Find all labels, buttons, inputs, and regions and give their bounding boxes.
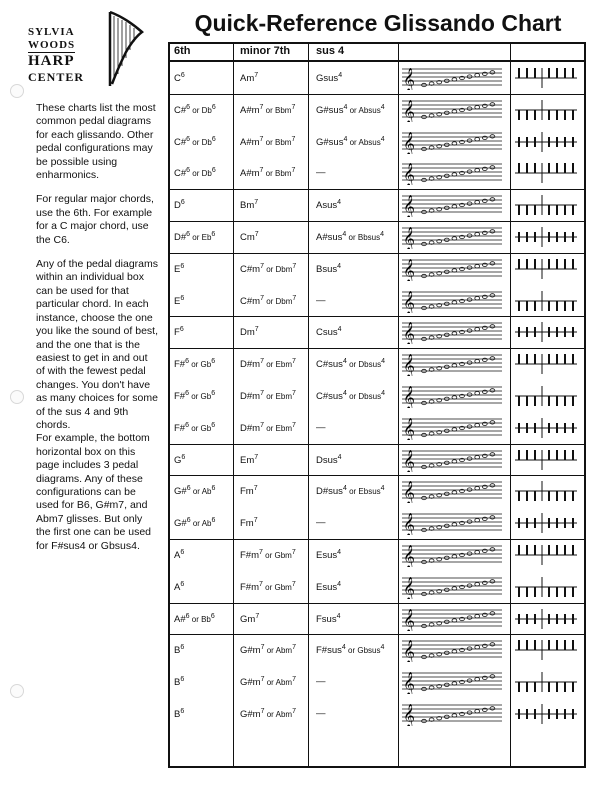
pedal-diagram-icon: [515, 66, 577, 90]
minor7-chord: $G\#m^7$ or Abm$^7$: [240, 676, 296, 689]
svg-text:𝄞: 𝄞: [403, 482, 415, 504]
sus4-chord: G#sus$^4$ or Absus$^4$: [316, 135, 385, 148]
sixth-chord: F#$^6$ or Gb$^6$: [174, 421, 216, 434]
staff-notation-icon: [402, 511, 502, 535]
note-paragraph: Any of the pedal diagrams within an individual box can be used for that particular chord. In each instance, choose the one you like the sound of best, and the one that is the easiest to get in and out of with the fewest pedal changes. You don't have as many choices for some of the sus 4 and 9th chords.: [36, 258, 158, 431]
logo: [28, 8, 146, 88]
minor7-chord: Em$^7$: [240, 453, 259, 466]
note-paragraph: For example, the bottom horizontal box on this page includes 3 pedal diagrams. Any of these configurations can be used for B6, G#m7, and Abm7 glisses. But only the first one can be used for F#sus4 or Gbsus4.: [36, 432, 151, 552]
column-divider: [233, 44, 234, 766]
logo-line: SYLVIA: [28, 26, 75, 38]
sixth-chord: A#$^6$ or Bb$^6$: [174, 612, 215, 625]
svg-text:𝄞: 𝄞: [403, 164, 415, 186]
glissando-chart: [168, 42, 586, 768]
header-sixth: 6th: [174, 45, 191, 57]
sixth-chord: $B^6$: [174, 708, 185, 721]
sixth-chord: $D^6$: [174, 199, 185, 212]
sus4-chord: —: [316, 708, 326, 719]
sixth-chord: $B^6$: [174, 676, 185, 689]
staff-notation-icon: [402, 320, 502, 344]
svg-text:𝄞: 𝄞: [403, 355, 415, 377]
pedal-diagram-icon: [515, 670, 577, 694]
sixth-chord: G#$^6$ or Ab$^6$: [174, 485, 216, 498]
binder-hole: [10, 84, 24, 98]
svg-text:𝄞: 𝄞: [403, 228, 415, 249]
header-minor7: minor 7th: [240, 45, 291, 57]
staff-notation-icon: [402, 130, 502, 154]
sixth-chord: $A^6$: [174, 549, 185, 562]
staff-notation-icon: [402, 225, 502, 249]
header-divider: [170, 60, 584, 62]
pedal-diagram-icon: [515, 193, 577, 217]
sixth-chord: $C^6$: [174, 72, 185, 85]
svg-text:𝄞: 𝄞: [403, 291, 415, 313]
pedal-diagram-icon: [515, 289, 577, 313]
sus4-chord: Csus$^4$: [316, 326, 342, 339]
sus4-chord: Gsus$^4$: [316, 72, 343, 85]
staff-notation-icon: [402, 448, 502, 472]
svg-text:𝄞: 𝄞: [403, 450, 415, 472]
sus4-chord: —: [316, 517, 326, 529]
pedal-diagram-icon: [515, 702, 577, 726]
pedal-diagram-icon: [515, 479, 577, 503]
minor7-chord: Fm$^7$: [240, 485, 258, 498]
svg-text:𝄞: 𝄞: [403, 546, 415, 567]
pedal-diagram-icon: [515, 320, 577, 344]
pedal-diagram-icon: [515, 511, 577, 535]
minor7-chord: $A\#m^7$ or Bbm$^7$: [240, 167, 296, 180]
header-sus4: sus 4: [316, 45, 345, 57]
sus4-chord: F#sus$^4$ or Gbsus$^4$: [316, 644, 385, 657]
sixth-chord: C#$^6$ or Db$^6$: [174, 167, 216, 180]
svg-text:𝄞: 𝄞: [403, 132, 415, 154]
staff-notation-icon: [402, 257, 502, 281]
svg-text:𝄞: 𝄞: [403, 387, 415, 408]
binder-hole: [10, 390, 24, 404]
sus4-chord: A#sus$^4$ or Bbsus$^4$: [316, 231, 385, 244]
minor7-chord: $G\#m^7$ or Abm$^7$: [240, 644, 296, 657]
staff-notation-icon: [402, 479, 502, 503]
pedal-diagram-icon: [515, 257, 577, 281]
staff-notation-icon: [402, 575, 502, 599]
sus4-chord: G#sus$^4$ or Absus$^4$: [316, 103, 385, 116]
svg-text:𝄞: 𝄞: [403, 673, 415, 695]
svg-text:𝄞: 𝄞: [403, 609, 415, 631]
minor7-chord: Am$^7$: [240, 72, 259, 85]
sixth-chord: $A^6$: [174, 580, 185, 593]
pedal-diagram-icon: [515, 607, 577, 631]
svg-text:𝄞: 𝄞: [403, 514, 415, 536]
pedal-diagram-icon: [515, 161, 577, 185]
sixth-chord: F#$^6$ or Gb$^6$: [174, 358, 216, 371]
pedal-diagram-icon: [515, 352, 577, 376]
staff-notation-icon: [402, 670, 502, 694]
svg-text:𝄞: 𝄞: [403, 418, 415, 440]
svg-text:𝄞: 𝄞: [403, 705, 415, 726]
svg-text:𝄞: 𝄞: [403, 100, 415, 122]
sus4-chord: C#sus$^4$ or Dbsus$^4$: [316, 390, 385, 403]
minor7-chord: $G\#m^7$ or Abm$^7$: [240, 708, 296, 721]
sus4-chord: —: [316, 294, 326, 306]
sus4-chord: D#sus$^4$ or Ebsus$^4$: [316, 485, 385, 498]
sus4-chord: Bsus$^4$: [316, 262, 342, 275]
svg-text:𝄞: 𝄞: [403, 641, 415, 663]
column-divider: [510, 44, 511, 766]
sixth-chord: C#$^6$ or Db$^6$: [174, 103, 216, 116]
staff-notation-icon: [402, 289, 502, 313]
sixth-chord: C#$^6$ or Db$^6$: [174, 135, 216, 148]
sus4-chord: Asus$^4$: [316, 199, 342, 212]
binder-hole: [10, 684, 24, 698]
sixth-chord: $E^6$: [174, 294, 185, 307]
harp-icon: [106, 8, 146, 88]
minor7-chord: Bm$^7$: [240, 199, 259, 212]
sus4-chord: Dsus$^4$: [316, 453, 342, 466]
minor7-chord: $D\#m^7$ or Ebm$^7$: [240, 390, 296, 403]
minor7-chord: Gm$^7$: [240, 612, 260, 625]
minor7-chord: Fm$^7$: [240, 517, 258, 530]
column-divider: [398, 44, 399, 766]
staff-notation-icon: [402, 193, 502, 217]
staff-notation-icon: [402, 607, 502, 631]
note-paragraph: For regular major chords, use the 6th. For example for a C major chord, use the C6.: [36, 193, 154, 246]
logo-line: WOODS: [28, 39, 76, 51]
minor7-chord: $D\#m^7$ or Ebm$^7$: [240, 358, 296, 371]
note-paragraph: These charts list the most common pedal diagrams for each glissando. Other pedal configurations may be possible using enharmonics.: [36, 102, 156, 182]
minor7-chord: $C\#m^7$ or Dbm$^7$: [240, 262, 297, 275]
minor7-chord: $F\#m^7$ or Gbm$^7$: [240, 580, 296, 593]
minor7-chord: $A\#m^7$ or Bbm$^7$: [240, 103, 296, 116]
sus4-chord: Esus$^4$: [316, 580, 342, 593]
sidebar-notes: [36, 102, 158, 553]
pedal-diagram-icon: [515, 130, 577, 154]
staff-notation-icon: [402, 352, 502, 376]
staff-notation-icon: [402, 416, 502, 440]
pedal-diagram-icon: [515, 575, 577, 599]
minor7-chord: Cm$^7$: [240, 231, 259, 244]
sixth-chord: $E^6$: [174, 262, 185, 275]
minor7-chord: $D\#m^7$ or Ebm$^7$: [240, 421, 296, 434]
page-title: Quick-Reference Glissando Chart: [194, 10, 562, 36]
sixth-chord: $F^6$: [174, 326, 184, 339]
staff-notation-icon: [402, 98, 502, 122]
staff-notation-icon: [402, 66, 502, 90]
logo-line: HARP: [28, 53, 75, 69]
minor7-chord: $A\#m^7$ or Bbm$^7$: [240, 135, 296, 148]
minor7-chord: Dm$^7$: [240, 326, 259, 339]
sus4-chord: C#sus$^4$ or Dbsus$^4$: [316, 358, 385, 371]
sixth-chord: $B^6$: [174, 644, 185, 657]
pedal-diagram-icon: [515, 384, 577, 408]
sus4-chord: —: [316, 676, 326, 688]
staff-notation-icon: [402, 702, 502, 726]
sixth-chord: F#$^6$ or Gb$^6$: [174, 390, 216, 403]
sus4-chord: —: [316, 167, 326, 179]
column-divider: [308, 44, 309, 766]
minor7-chord: $C\#m^7$ or Dbm$^7$: [240, 294, 297, 307]
pedal-diagram-icon: [515, 638, 577, 662]
staff-notation-icon: [402, 543, 502, 567]
svg-text:𝄞: 𝄞: [403, 259, 415, 281]
sixth-chord: D#$^6$ or Eb$^6$: [174, 231, 216, 244]
minor7-chord: $F\#m^7$ or Gbm$^7$: [240, 549, 296, 562]
staff-notation-icon: [402, 384, 502, 408]
svg-text:𝄞: 𝄞: [403, 69, 415, 90]
pedal-diagram-icon: [515, 448, 577, 472]
pedal-diagram-icon: [515, 543, 577, 567]
staff-notation-icon: [402, 161, 502, 185]
svg-text:𝄞: 𝄞: [403, 577, 415, 599]
sus4-chord: Fsus$^4$: [316, 612, 341, 625]
logo-line: CENTER: [28, 70, 85, 84]
sus4-chord: Esus$^4$: [316, 549, 342, 562]
sixth-chord: $G^6$: [174, 453, 186, 466]
pedal-diagram-icon: [515, 98, 577, 122]
pedal-diagram-icon: [515, 416, 577, 440]
svg-text:𝄞: 𝄞: [403, 323, 415, 345]
svg-text:𝄞: 𝄞: [403, 196, 415, 218]
sixth-chord: G#$^6$ or Ab$^6$: [174, 517, 216, 530]
staff-notation-icon: [402, 638, 502, 662]
pedal-diagram-icon: [515, 225, 577, 249]
sus4-chord: —: [316, 421, 326, 433]
